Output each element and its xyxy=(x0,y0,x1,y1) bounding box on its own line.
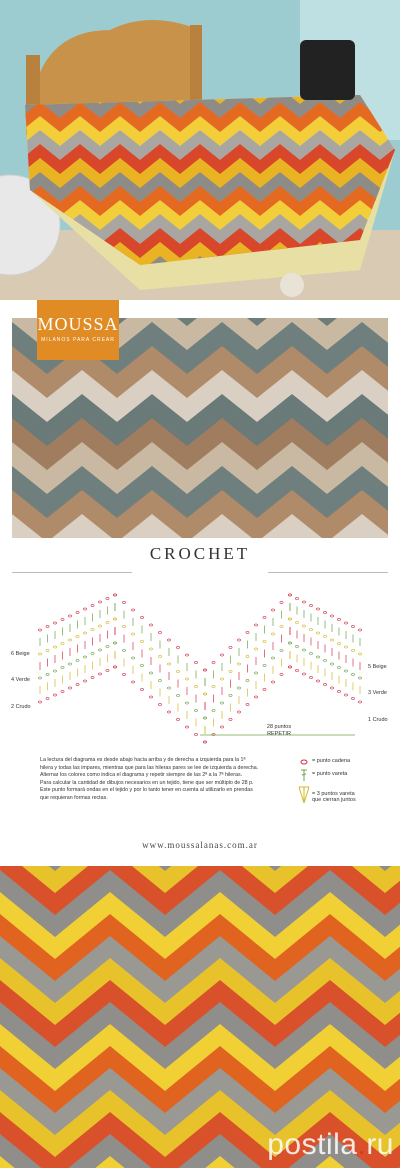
moussa-logo xyxy=(37,300,119,360)
instructions-line: La lectura del diagrama es desde abajo hacia arriba y de derecha a izquierda para la 1ª xyxy=(40,757,246,763)
watermark-text: postila xyxy=(267,1128,358,1161)
brand-name: MOUSSA xyxy=(37,314,119,334)
instructions-line: hilera y todas las impares, mientras que para las hileras pares se lee de izquierda a derecha. xyxy=(40,764,259,771)
blanket-closeup-photo xyxy=(0,866,400,1168)
instructions-line: Este punto formará ondas en el tejido y por lo tanto tener en cuenta al utilizarlo en prendas xyxy=(40,787,253,794)
website-url: www.moussalanas.com.ar xyxy=(142,840,258,850)
repeat-count: 28 puntos xyxy=(266,724,292,730)
legend-double-crochet: = punto vareta xyxy=(312,771,348,777)
brand-tagline: MILANOS PARA CREAR xyxy=(41,337,115,343)
chain-stitch-icon xyxy=(301,760,307,764)
row-label-2: 2 Crudo xyxy=(11,704,31,710)
section-heading: CROCHET xyxy=(149,544,251,563)
bed-blanket-photo xyxy=(0,0,400,300)
legend-symbols xyxy=(296,757,316,817)
closeup-image xyxy=(0,866,400,1168)
cluster-stitch-icon xyxy=(299,787,309,803)
instructions-text xyxy=(40,757,312,803)
row-label-6: 6 Beige xyxy=(11,651,30,657)
row-label-5: 5 Beige xyxy=(368,664,387,670)
row-label-1: 1 Crudo xyxy=(368,717,388,723)
repeat-label: REPETIR xyxy=(267,731,291,737)
instructions-line: que requieran formas rectas. xyxy=(40,794,108,801)
row-label-4: 4 Verde xyxy=(11,677,30,683)
instructions-line: Para calcular la cantidad de dibujos necesarios en un tejido, tiene que ser múltiplo de 28 p. xyxy=(40,779,254,786)
watermark xyxy=(267,1128,394,1162)
watermark-tld: ru xyxy=(366,1128,394,1161)
row-label-3: 3 Verde xyxy=(368,690,387,696)
instructions-line: Alternar los colores como indica el diagrama y repetir siempre de las 2ª a la 7ª hileras. xyxy=(40,772,243,779)
legend-cluster: = 3 puntos vareta que cierran juntos xyxy=(312,791,356,803)
heading-rule-right xyxy=(268,572,388,573)
watermark-dot: . xyxy=(357,1128,367,1161)
heading-rule-left xyxy=(12,572,132,573)
legend-chain: = punto cadena xyxy=(312,758,351,764)
double-crochet-icon xyxy=(301,770,307,781)
bed-scene-image xyxy=(0,0,400,300)
stitch-diagram xyxy=(0,590,400,750)
